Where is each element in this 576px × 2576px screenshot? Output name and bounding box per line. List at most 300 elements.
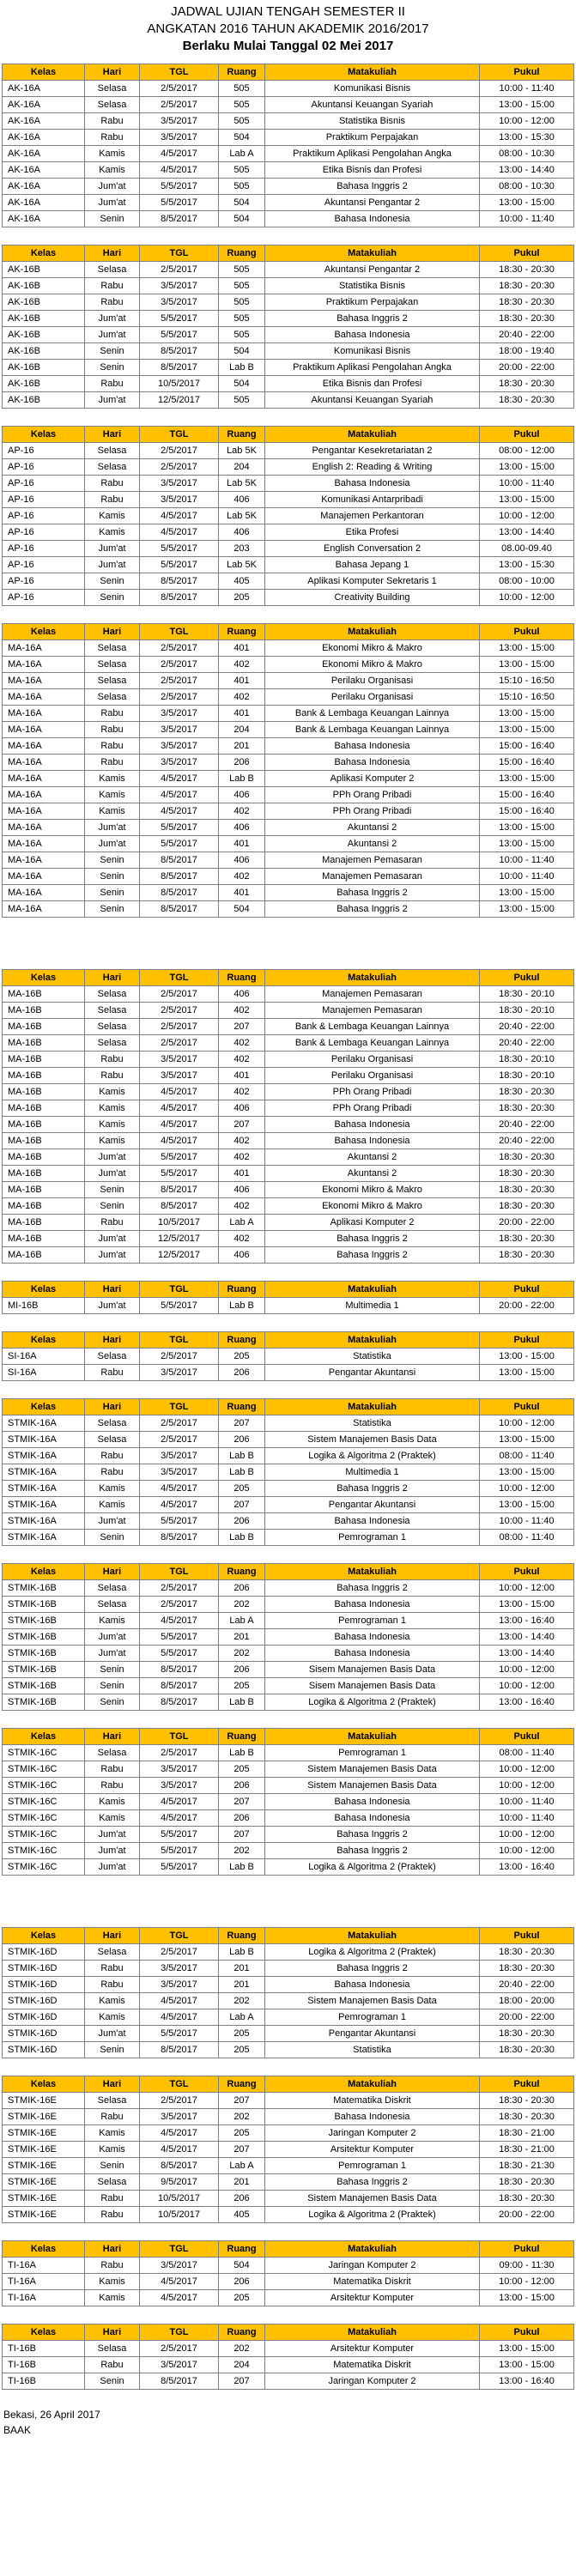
cell-course: Akuntansi Pengantar 2 bbox=[265, 195, 480, 211]
cell-class: STMIK-16E bbox=[3, 2174, 85, 2191]
table-row bbox=[3, 524, 574, 541]
cell-course: Perilaku Organisasi bbox=[265, 1052, 480, 1068]
cell-date: 2/5/2017 bbox=[140, 1035, 219, 1052]
cell-day: Jum'at bbox=[85, 1231, 140, 1247]
cell-date: 5/5/2017 bbox=[140, 836, 219, 852]
cell-room: 402 bbox=[219, 1052, 265, 1068]
cell-course: Arsitektur Komputer bbox=[265, 2142, 480, 2158]
cell-time: 08:00 - 10:00 bbox=[480, 573, 574, 590]
cell-day: Senin bbox=[85, 1198, 140, 1215]
table-row bbox=[3, 1149, 574, 1166]
cell-day: Selasa bbox=[85, 459, 140, 476]
cell-class: AK-16B bbox=[3, 376, 85, 392]
table-row bbox=[3, 2109, 574, 2125]
cell-time: 10:00 - 12:00 bbox=[480, 1415, 574, 1432]
cell-time: 13:00 - 15:00 bbox=[480, 1464, 574, 1481]
cell-room: 505 bbox=[219, 311, 265, 327]
cell-course: Etika Profesi bbox=[265, 524, 480, 541]
table-row bbox=[3, 1365, 574, 1381]
table-row bbox=[3, 885, 574, 901]
cell-day: Kamis bbox=[85, 1497, 140, 1513]
cell-class: MI-16B bbox=[3, 1298, 85, 1314]
cell-class: STMIK-16B bbox=[3, 1646, 85, 1662]
cell-room: 402 bbox=[219, 1084, 265, 1100]
cell-day: Selasa bbox=[85, 673, 140, 689]
cell-day: Rabu bbox=[85, 2207, 140, 2223]
cell-date: 3/5/2017 bbox=[140, 1778, 219, 1794]
cell-date: 2/5/2017 bbox=[140, 657, 219, 673]
table-row bbox=[3, 1810, 574, 1827]
cell-date: 10/5/2017 bbox=[140, 376, 219, 392]
cell-day: Rabu bbox=[85, 113, 140, 130]
schedule-table bbox=[2, 64, 574, 227]
table-row bbox=[3, 1827, 574, 1843]
document-header bbox=[0, 0, 576, 64]
cell-time: 13:00 - 15:00 bbox=[480, 1349, 574, 1365]
column-header-room: Ruang bbox=[219, 1729, 265, 1745]
cell-time: 08:00 - 12:00 bbox=[480, 443, 574, 459]
cell-date: 2/5/2017 bbox=[140, 1349, 219, 1365]
table-row bbox=[3, 901, 574, 918]
cell-time: 18:30 - 20:30 bbox=[480, 1944, 574, 1961]
cell-room: 406 bbox=[219, 492, 265, 508]
cell-day: Kamis bbox=[85, 162, 140, 179]
column-header-date: TGL bbox=[140, 1282, 219, 1298]
schedule-table bbox=[2, 245, 574, 409]
cell-class: TI-16B bbox=[3, 2341, 85, 2357]
cell-course: Pemrograman 1 bbox=[265, 2009, 480, 2026]
cell-day: Rabu bbox=[85, 2109, 140, 2125]
cell-day: Selasa bbox=[85, 689, 140, 706]
table-row bbox=[3, 2258, 574, 2274]
cell-room: 207 bbox=[219, 2142, 265, 2158]
cell-course: Akuntansi 2 bbox=[265, 836, 480, 852]
cell-room: 206 bbox=[219, 755, 265, 771]
cell-room: 401 bbox=[219, 673, 265, 689]
cell-time: 13:00 - 15:00 bbox=[480, 640, 574, 657]
cell-course: Matematika Diskrit bbox=[265, 2357, 480, 2373]
cell-class: MA-16B bbox=[3, 1198, 85, 1215]
cell-date: 2/5/2017 bbox=[140, 1944, 219, 1961]
cell-time: 13:00 - 16:40 bbox=[480, 2373, 574, 2390]
cell-day: Senin bbox=[85, 211, 140, 227]
cell-time: 10:00 - 11:40 bbox=[480, 1513, 574, 1530]
cell-date: 4/5/2017 bbox=[140, 803, 219, 820]
cell-room: 504 bbox=[219, 2258, 265, 2274]
cell-date: 2/5/2017 bbox=[140, 1019, 219, 1035]
cell-class: AP-16 bbox=[3, 492, 85, 508]
table-row bbox=[3, 657, 574, 673]
cell-day: Selasa bbox=[85, 1019, 140, 1035]
cell-time: 13:00 - 15:00 bbox=[480, 2290, 574, 2306]
cell-time: 18:30 - 20:30 bbox=[480, 376, 574, 392]
table-row bbox=[3, 1448, 574, 1464]
column-header-class: Kelas bbox=[3, 1399, 85, 1415]
column-header-room: Ruang bbox=[219, 2241, 265, 2258]
cell-day: Jum'at bbox=[85, 1247, 140, 1264]
cell-class: MA-16B bbox=[3, 1215, 85, 1231]
cell-course: Arsitektur Komputer bbox=[265, 2290, 480, 2306]
cell-time: 10:00 - 12:00 bbox=[480, 1843, 574, 1859]
cell-class: MA-16A bbox=[3, 820, 85, 836]
cell-date: 2/5/2017 bbox=[140, 673, 219, 689]
table-row bbox=[3, 2274, 574, 2290]
cell-date: 5/5/2017 bbox=[140, 820, 219, 836]
table-row bbox=[3, 2174, 574, 2191]
cell-room: 505 bbox=[219, 162, 265, 179]
table-row bbox=[3, 722, 574, 738]
schedule-table bbox=[2, 1927, 574, 2058]
cell-time: 10:00 - 12:00 bbox=[480, 508, 574, 524]
cell-day: Rabu bbox=[85, 376, 140, 392]
cell-room: Lab B bbox=[219, 1859, 265, 1876]
cell-room: 205 bbox=[219, 1481, 265, 1497]
cell-date: 8/5/2017 bbox=[140, 1662, 219, 1678]
cell-date: 2/5/2017 bbox=[140, 1580, 219, 1597]
cell-course: Akuntansi Keuangan Syariah bbox=[265, 97, 480, 113]
table-row bbox=[3, 541, 574, 557]
column-header-course: Matakuliah bbox=[265, 624, 480, 640]
cell-day: Selasa bbox=[85, 640, 140, 657]
table-row bbox=[3, 1961, 574, 1977]
cell-class: AP-16 bbox=[3, 443, 85, 459]
cell-date: 2/5/2017 bbox=[140, 443, 219, 459]
cell-room: 202 bbox=[219, 1993, 265, 2009]
cell-day: Senin bbox=[85, 590, 140, 606]
cell-date: 8/5/2017 bbox=[140, 2042, 219, 2058]
cell-date: 10/5/2017 bbox=[140, 2191, 219, 2207]
table-row bbox=[3, 1646, 574, 1662]
cell-date: 4/5/2017 bbox=[140, 1993, 219, 2009]
cell-class: MA-16B bbox=[3, 1003, 85, 1019]
cell-course: Bahasa Indonesia bbox=[265, 1117, 480, 1133]
column-header-course: Matakuliah bbox=[265, 1564, 480, 1580]
cell-room: 204 bbox=[219, 459, 265, 476]
cell-course: Ekonomi Mikro & Makro bbox=[265, 1198, 480, 1215]
table-row bbox=[3, 508, 574, 524]
cell-room: 201 bbox=[219, 2174, 265, 2191]
cell-day: Kamis bbox=[85, 2290, 140, 2306]
cell-date: 2/5/2017 bbox=[140, 2341, 219, 2357]
column-header-class: Kelas bbox=[3, 1729, 85, 1745]
cell-room: 406 bbox=[219, 820, 265, 836]
cell-class: STMIK-16D bbox=[3, 1977, 85, 1993]
cell-time: 13:00 - 15:00 bbox=[480, 492, 574, 508]
cell-class: AP-16 bbox=[3, 476, 85, 492]
cell-date: 2/5/2017 bbox=[140, 1597, 219, 1613]
column-header-time: Pukul bbox=[480, 1928, 574, 1944]
cell-time: 20:40 - 22:00 bbox=[480, 1117, 574, 1133]
cell-day: Selasa bbox=[85, 986, 140, 1003]
cell-date: 2/5/2017 bbox=[140, 81, 219, 97]
cell-course: Jaringan Komputer 2 bbox=[265, 2258, 480, 2274]
column-header-time: Pukul bbox=[480, 245, 574, 262]
cell-class: STMIK-16E bbox=[3, 2093, 85, 2109]
cell-day: Jum'at bbox=[85, 1513, 140, 1530]
table-header-row bbox=[3, 1729, 574, 1745]
column-header-course: Matakuliah bbox=[265, 1332, 480, 1349]
cell-day: Selasa bbox=[85, 1415, 140, 1432]
column-header-class: Kelas bbox=[3, 427, 85, 443]
table-spacer bbox=[2, 2306, 576, 2324]
table-row bbox=[3, 1182, 574, 1198]
cell-class: AK-16B bbox=[3, 327, 85, 343]
cell-room: Lab A bbox=[219, 2009, 265, 2026]
table-row bbox=[3, 771, 574, 787]
cell-date: 4/5/2017 bbox=[140, 508, 219, 524]
column-header-time: Pukul bbox=[480, 2324, 574, 2341]
table-row bbox=[3, 278, 574, 294]
cell-course: Bahasa Indonesia bbox=[265, 1977, 480, 1993]
cell-class: AK-16B bbox=[3, 262, 85, 278]
cell-day: Selasa bbox=[85, 1349, 140, 1365]
column-header-date: TGL bbox=[140, 970, 219, 986]
cell-room: 202 bbox=[219, 2109, 265, 2125]
cell-class: MA-16B bbox=[3, 1100, 85, 1117]
cell-room: 206 bbox=[219, 2274, 265, 2290]
cell-room: 207 bbox=[219, 1019, 265, 1035]
cell-class: AK-16B bbox=[3, 311, 85, 327]
cell-time: 13:00 - 15:00 bbox=[480, 1497, 574, 1513]
cell-date: 8/5/2017 bbox=[140, 573, 219, 590]
cell-time: 10:00 - 11:40 bbox=[480, 1794, 574, 1810]
cell-date: 8/5/2017 bbox=[140, 1182, 219, 1198]
column-header-time: Pukul bbox=[480, 2241, 574, 2258]
cell-time: 18:30 - 20:10 bbox=[480, 1068, 574, 1084]
title-line-3: Berlaku Mulai Tanggal 02 Mei 2017 bbox=[182, 39, 394, 53]
table-row bbox=[3, 689, 574, 706]
cell-course: Perilaku Organisasi bbox=[265, 689, 480, 706]
cell-course: Bahasa Indonesia bbox=[265, 327, 480, 343]
cell-day: Selasa bbox=[85, 97, 140, 113]
cell-date: 5/5/2017 bbox=[140, 1166, 219, 1182]
cell-date: 8/5/2017 bbox=[140, 360, 219, 376]
cell-class: MA-16B bbox=[3, 1068, 85, 1084]
cell-course: Pemrograman 1 bbox=[265, 1530, 480, 1546]
cell-time: 10:00 - 12:00 bbox=[480, 1678, 574, 1694]
table-row bbox=[3, 1613, 574, 1629]
cell-day: Rabu bbox=[85, 755, 140, 771]
cell-date: 4/5/2017 bbox=[140, 146, 219, 162]
table-row bbox=[3, 360, 574, 376]
cell-course: Bahasa Inggris 2 bbox=[265, 1961, 480, 1977]
cell-room: 206 bbox=[219, 1810, 265, 1827]
title-line-2: ANGKATAN 2016 TAHUN AKADEMIK 2016/2017 bbox=[147, 21, 429, 36]
cell-date: 8/5/2017 bbox=[140, 901, 219, 918]
cell-class: MA-16B bbox=[3, 1166, 85, 1182]
table-row bbox=[3, 1198, 574, 1215]
cell-room: 203 bbox=[219, 541, 265, 557]
cell-class: MA-16B bbox=[3, 1019, 85, 1035]
column-header-room: Ruang bbox=[219, 245, 265, 262]
cell-class: MA-16A bbox=[3, 689, 85, 706]
column-header-class: Kelas bbox=[3, 1928, 85, 1944]
cell-day: Rabu bbox=[85, 1215, 140, 1231]
table-row bbox=[3, 1231, 574, 1247]
cell-room: 207 bbox=[219, 1827, 265, 1843]
cell-room: 206 bbox=[219, 1432, 265, 1448]
cell-date: 8/5/2017 bbox=[140, 1530, 219, 1546]
cell-time: 08:00 - 11:40 bbox=[480, 1745, 574, 1761]
cell-time: 15:00 - 16:40 bbox=[480, 803, 574, 820]
cell-room: 402 bbox=[219, 1198, 265, 1215]
cell-time: 13:00 - 15:00 bbox=[480, 657, 574, 673]
schedule-tables bbox=[0, 64, 576, 2390]
cell-day: Rabu bbox=[85, 706, 140, 722]
cell-time: 10:00 - 11:40 bbox=[480, 1810, 574, 1827]
cell-day: Kamis bbox=[85, 1133, 140, 1149]
cell-class: MA-16A bbox=[3, 657, 85, 673]
cell-room: 207 bbox=[219, 2373, 265, 2390]
column-header-date: TGL bbox=[140, 245, 219, 262]
cell-class: MA-16A bbox=[3, 836, 85, 852]
cell-room: 402 bbox=[219, 869, 265, 885]
cell-course: Aplikasi Komputer Sekretaris 1 bbox=[265, 573, 480, 590]
cell-class: AK-16B bbox=[3, 343, 85, 360]
table-row bbox=[3, 179, 574, 195]
table-row bbox=[3, 852, 574, 869]
cell-course: Bahasa Inggris 2 bbox=[265, 2174, 480, 2191]
title-line-1: JADWAL UJIAN TENGAH SEMESTER II bbox=[171, 4, 405, 19]
cell-date: 3/5/2017 bbox=[140, 476, 219, 492]
cell-class: TI-16A bbox=[3, 2290, 85, 2306]
cell-room: Lab B bbox=[219, 1694, 265, 1711]
cell-day: Selasa bbox=[85, 262, 140, 278]
cell-class: STMIK-16E bbox=[3, 2109, 85, 2125]
cell-course: Statistika bbox=[265, 2042, 480, 2058]
cell-day: Senin bbox=[85, 1182, 140, 1198]
table-row bbox=[3, 1464, 574, 1481]
column-header-room: Ruang bbox=[219, 1928, 265, 1944]
schedule-table bbox=[2, 969, 574, 1264]
cell-time: 20:00 - 22:00 bbox=[480, 360, 574, 376]
cell-date: 3/5/2017 bbox=[140, 294, 219, 311]
cell-time: 10:00 - 11:40 bbox=[480, 81, 574, 97]
cell-class: MA-16A bbox=[3, 755, 85, 771]
cell-date: 5/5/2017 bbox=[140, 541, 219, 557]
cell-day: Jum'at bbox=[85, 195, 140, 211]
cell-room: 401 bbox=[219, 836, 265, 852]
cell-class: STMIK-16A bbox=[3, 1481, 85, 1497]
cell-room: 202 bbox=[219, 2341, 265, 2357]
cell-room: 402 bbox=[219, 1231, 265, 1247]
cell-class: STMIK-16D bbox=[3, 2042, 85, 2058]
cell-time: 20:00 - 22:00 bbox=[480, 1215, 574, 1231]
table-row bbox=[3, 803, 574, 820]
cell-day: Rabu bbox=[85, 278, 140, 294]
cell-time: 13:00 - 15:00 bbox=[480, 1432, 574, 1448]
schedule-table bbox=[2, 2076, 574, 2223]
cell-day: Jum'at bbox=[85, 179, 140, 195]
document-footer bbox=[0, 2407, 576, 2438]
cell-class: AK-16A bbox=[3, 195, 85, 211]
cell-day: Senin bbox=[85, 2373, 140, 2390]
cell-day: Kamis bbox=[85, 146, 140, 162]
table-row bbox=[3, 2207, 574, 2223]
column-header-date: TGL bbox=[140, 2324, 219, 2341]
cell-day: Selasa bbox=[85, 1944, 140, 1961]
cell-day: Jum'at bbox=[85, 836, 140, 852]
cell-class: AK-16A bbox=[3, 81, 85, 97]
cell-class: MA-16B bbox=[3, 1035, 85, 1052]
schedule-table bbox=[2, 2240, 574, 2306]
cell-time: 13:00 - 14:40 bbox=[480, 162, 574, 179]
cell-class: TI-16A bbox=[3, 2258, 85, 2274]
cell-time: 10:00 - 11:40 bbox=[480, 211, 574, 227]
cell-room: Lab B bbox=[219, 1298, 265, 1314]
cell-time: 18:30 - 21:30 bbox=[480, 2158, 574, 2174]
cell-day: Selasa bbox=[85, 443, 140, 459]
cell-class: AK-16A bbox=[3, 211, 85, 227]
cell-date: 2/5/2017 bbox=[140, 689, 219, 706]
cell-time: 15:10 - 16:50 bbox=[480, 689, 574, 706]
cell-room: 206 bbox=[219, 1662, 265, 1678]
table-header-row bbox=[3, 2076, 574, 2093]
cell-day: Kamis bbox=[85, 1993, 140, 2009]
cell-room: 406 bbox=[219, 524, 265, 541]
cell-class: MA-16A bbox=[3, 885, 85, 901]
cell-time: 20:40 - 22:00 bbox=[480, 1977, 574, 1993]
column-header-course: Matakuliah bbox=[265, 1399, 480, 1415]
cell-time: 13:00 - 15:00 bbox=[480, 722, 574, 738]
cell-class: STMIK-16B bbox=[3, 1678, 85, 1694]
cell-time: 18:30 - 20:30 bbox=[480, 1961, 574, 1977]
cell-course: Bahasa Jepang 1 bbox=[265, 557, 480, 573]
cell-room: 504 bbox=[219, 343, 265, 360]
cell-class: TI-16B bbox=[3, 2357, 85, 2373]
column-header-time: Pukul bbox=[480, 970, 574, 986]
cell-room: Lab 5K bbox=[219, 443, 265, 459]
cell-date: 5/5/2017 bbox=[140, 311, 219, 327]
cell-day: Senin bbox=[85, 360, 140, 376]
cell-course: Akuntansi 2 bbox=[265, 1166, 480, 1182]
cell-course: Matematika Diskrit bbox=[265, 2274, 480, 2290]
table-header-row bbox=[3, 2241, 574, 2258]
cell-class: MA-16A bbox=[3, 901, 85, 918]
cell-room: Lab 5K bbox=[219, 557, 265, 573]
cell-course: Sistem Manajemen Basis Data bbox=[265, 1432, 480, 1448]
cell-course: Sistem Manajemen Basis Data bbox=[265, 1778, 480, 1794]
cell-room: 405 bbox=[219, 573, 265, 590]
table-row bbox=[3, 2290, 574, 2306]
cell-date: 5/5/2017 bbox=[140, 327, 219, 343]
cell-date: 3/5/2017 bbox=[140, 1052, 219, 1068]
cell-room: 207 bbox=[219, 2093, 265, 2109]
cell-time: 18:30 - 20:30 bbox=[480, 2093, 574, 2109]
cell-room: 402 bbox=[219, 1133, 265, 1149]
table-row bbox=[3, 1117, 574, 1133]
table-row bbox=[3, 1993, 574, 2009]
cell-class: SI-16A bbox=[3, 1365, 85, 1381]
table-row bbox=[3, 1247, 574, 1264]
table-row bbox=[3, 1349, 574, 1365]
cell-class: STMIK-16C bbox=[3, 1761, 85, 1778]
cell-class: MA-16B bbox=[3, 1117, 85, 1133]
column-header-time: Pukul bbox=[480, 1729, 574, 1745]
column-header-date: TGL bbox=[140, 2076, 219, 2093]
table-row bbox=[3, 557, 574, 573]
cell-day: Jum'at bbox=[85, 1149, 140, 1166]
table-header-row bbox=[3, 245, 574, 262]
cell-class: STMIK-16D bbox=[3, 1993, 85, 2009]
cell-class: AP-16 bbox=[3, 573, 85, 590]
cell-date: 3/5/2017 bbox=[140, 1464, 219, 1481]
table-spacer bbox=[2, 2058, 576, 2076]
schedule-table bbox=[2, 1398, 574, 1546]
cell-room: 206 bbox=[219, 1513, 265, 1530]
cell-time: 13:00 - 14:40 bbox=[480, 1646, 574, 1662]
table-row bbox=[3, 130, 574, 146]
